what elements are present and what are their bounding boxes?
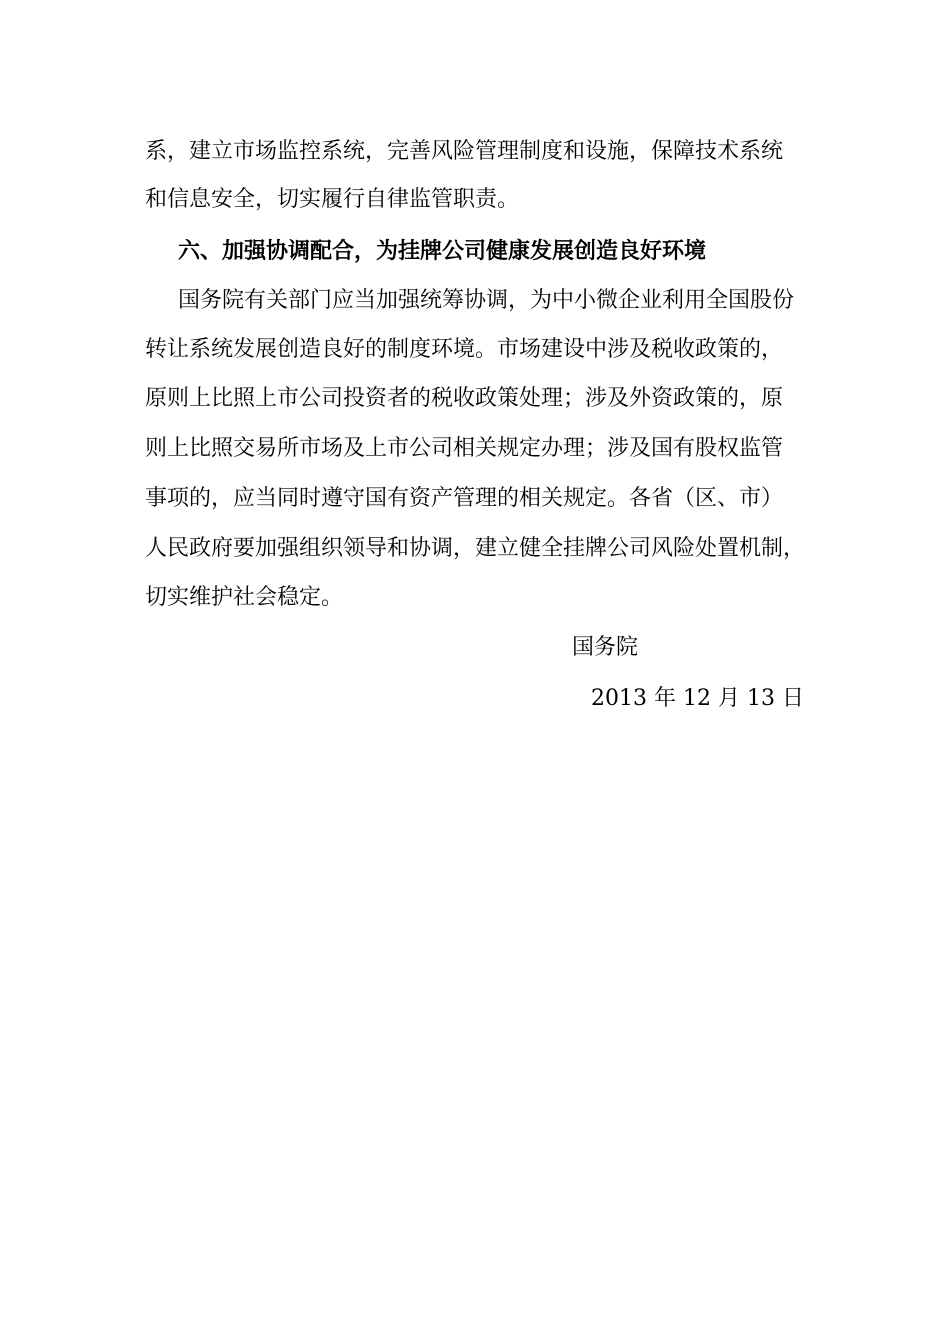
body-text-line: 原则上比照上市公司投资者的税收政策处理；涉及外资政策的，原 — [145, 386, 784, 411]
body-text-line: 和信息安全，切实履行自律监管职责。 — [145, 187, 520, 212]
body-text-line: 切实维护社会稳定。 — [145, 585, 344, 610]
body-text-line: 转让系统发展创造良好的制度环境。市场建设中涉及税收政策的， — [145, 337, 784, 362]
body-text-line: 则上比照交易所市场及上市公司相关规定办理；涉及国有股权监管 — [145, 436, 784, 461]
signature-issuer: 国务院 — [572, 635, 639, 660]
body-text-line: 人民政府要加强组织领导和协调，建立健全挂牌公司风险处置机制， — [145, 536, 806, 561]
section-heading: 六、加强协调配合，为挂牌公司健康发展创造良好环境 — [178, 238, 707, 264]
signature-date: 2013 年 12 月 13 日 — [591, 686, 804, 711]
body-text-line: 系，建立市场监控系统，完善风险管理制度和设施，保障技术系统 — [145, 139, 784, 164]
body-text-line: 国务院有关部门应当加强统筹协调，为中小微企业利用全国股份 — [178, 288, 795, 313]
body-text-line: 事项的，应当同时遵守国有资产管理的相关规定。各省（区、市） — [145, 486, 784, 511]
